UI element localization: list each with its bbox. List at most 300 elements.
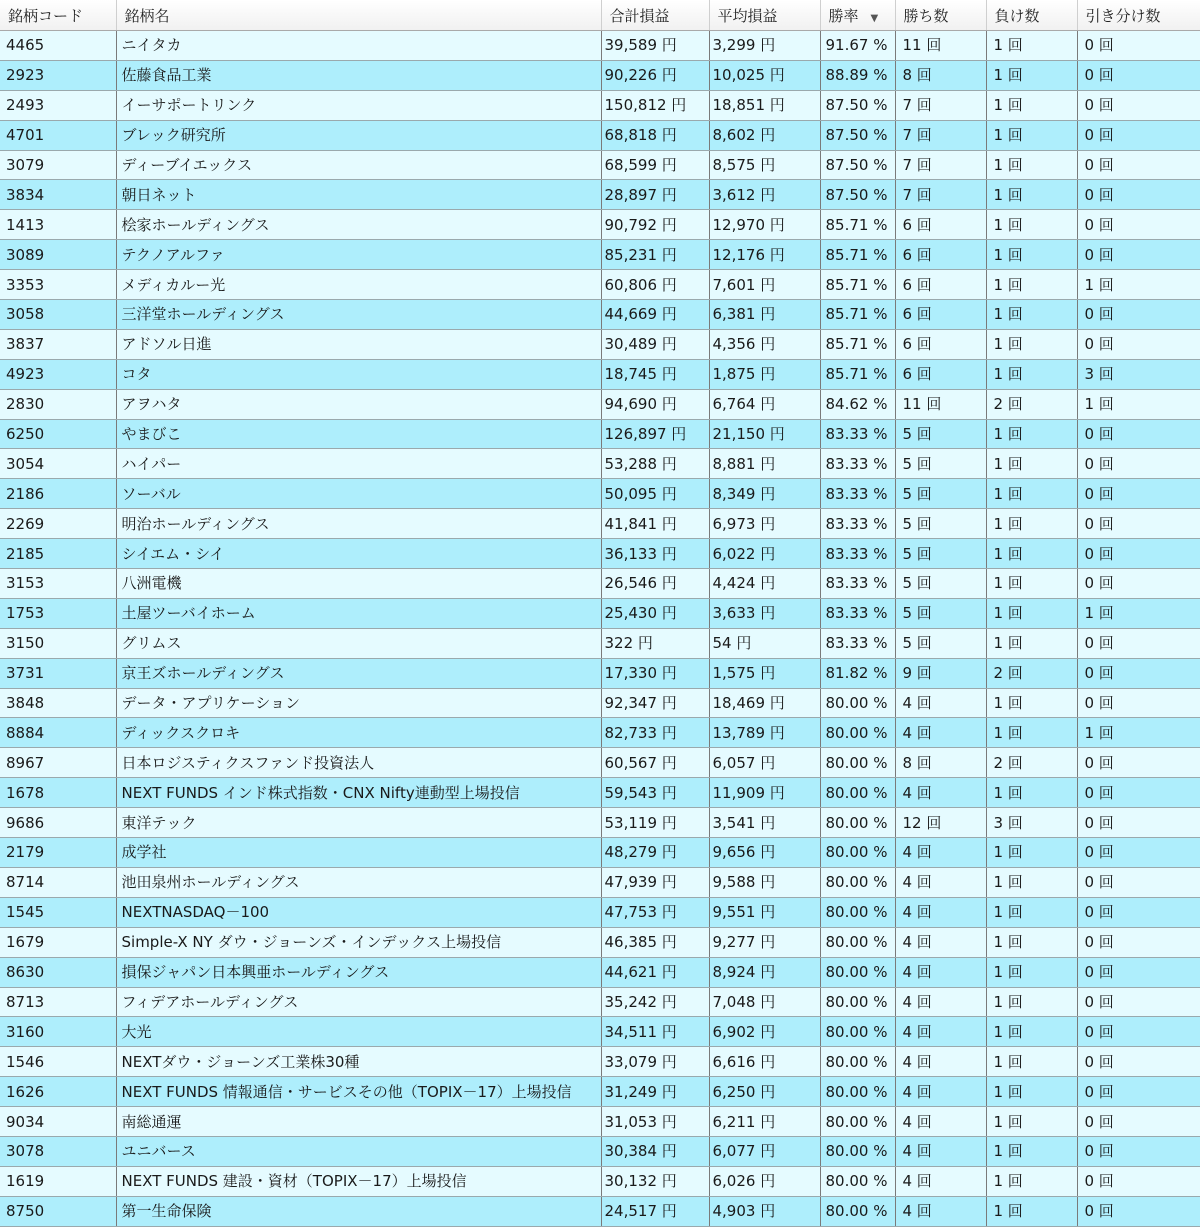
cell-win-rate: 80.00 % (820, 867, 895, 897)
cell-losses: 1 回 (986, 240, 1077, 270)
cell-name: 朝日ネット (116, 180, 601, 210)
table-row[interactable] (0, 150, 1200, 180)
cell-wins: 4 回 (895, 778, 986, 808)
table-row[interactable] (0, 389, 1200, 419)
cell-win-rate: 88.89 % (820, 60, 895, 90)
cell-losses: 1 回 (986, 718, 1077, 748)
cell-draws: 0 回 (1077, 1166, 1200, 1196)
cell-losses: 1 回 (986, 569, 1077, 599)
cell-wins: 4 回 (895, 867, 986, 897)
cell-avg-pl: 6,077 円 (709, 1136, 820, 1166)
cell-total-pl: 31,053 円 (601, 1107, 709, 1137)
cell-avg-pl: 9,656 円 (709, 838, 820, 868)
cell-name: 三洋堂ホールディングス (116, 300, 601, 330)
cell-draws: 0 回 (1077, 808, 1200, 838)
cell-avg-pl: 3,299 円 (709, 31, 820, 61)
cell-win-rate: 80.00 % (820, 1166, 895, 1196)
cell-avg-pl: 9,551 円 (709, 897, 820, 927)
cell-draws: 0 回 (1077, 539, 1200, 569)
cell-code: 3837 (0, 329, 116, 359)
cell-name: アヲハタ (116, 389, 601, 419)
cell-total-pl: 48,279 円 (601, 838, 709, 868)
cell-code: 8884 (0, 718, 116, 748)
cell-win-rate: 80.00 % (820, 1047, 895, 1077)
cell-total-pl: 50,095 円 (601, 479, 709, 509)
cell-draws: 1 回 (1077, 389, 1200, 419)
cell-total-pl: 41,841 円 (601, 509, 709, 539)
cell-name: 土屋ツーバイホーム (116, 598, 601, 628)
cell-code: 3054 (0, 449, 116, 479)
cell-win-rate: 85.71 % (820, 270, 895, 300)
table-row[interactable] (0, 927, 1200, 957)
cell-wins: 4 回 (895, 1047, 986, 1077)
cell-code: 3150 (0, 628, 116, 658)
column-header-win-rate[interactable] (820, 0, 895, 31)
cell-wins: 7 回 (895, 90, 986, 120)
cell-losses: 1 回 (986, 628, 1077, 658)
cell-name: NEXT FUNDS インド株式指数・CNX Nifty連動型上場投信 (116, 778, 601, 808)
table-row[interactable] (0, 479, 1200, 509)
cell-avg-pl: 3,612 円 (709, 180, 820, 210)
cell-win-rate: 83.33 % (820, 479, 895, 509)
column-header-label: 平均損益 (717, 6, 778, 25)
cell-avg-pl: 8,602 円 (709, 120, 820, 150)
cell-code: 1545 (0, 897, 116, 927)
column-header-label: 勝ち数 (903, 6, 949, 25)
cell-code: 3731 (0, 658, 116, 688)
cell-draws: 0 回 (1077, 60, 1200, 90)
cell-losses: 1 回 (986, 90, 1077, 120)
cell-code: 3089 (0, 240, 116, 270)
cell-total-pl: 85,231 円 (601, 240, 709, 270)
cell-total-pl: 18,745 円 (601, 359, 709, 389)
cell-draws: 0 回 (1077, 688, 1200, 718)
cell-avg-pl: 18,469 円 (709, 688, 820, 718)
cell-win-rate: 80.00 % (820, 1107, 895, 1137)
cell-losses: 1 回 (986, 1047, 1077, 1077)
cell-losses: 1 回 (986, 270, 1077, 300)
cell-draws: 0 回 (1077, 210, 1200, 240)
cell-losses: 1 回 (986, 60, 1077, 90)
cell-total-pl: 53,119 円 (601, 808, 709, 838)
cell-code: 2923 (0, 60, 116, 90)
cell-code: 2179 (0, 838, 116, 868)
cell-avg-pl: 6,764 円 (709, 389, 820, 419)
cell-wins: 4 回 (895, 838, 986, 868)
cell-wins: 6 回 (895, 329, 986, 359)
cell-win-rate: 80.00 % (820, 778, 895, 808)
cell-losses: 1 回 (986, 688, 1077, 718)
cell-wins: 4 回 (895, 927, 986, 957)
cell-name: NEXTNASDAQ－100 (116, 897, 601, 927)
cell-wins: 6 回 (895, 210, 986, 240)
cell-draws: 0 回 (1077, 867, 1200, 897)
cell-draws: 0 回 (1077, 90, 1200, 120)
cell-code: 8750 (0, 1196, 116, 1226)
cell-code: 1546 (0, 1047, 116, 1077)
column-header-name[interactable] (116, 0, 601, 31)
cell-win-rate: 80.00 % (820, 838, 895, 868)
cell-total-pl: 24,517 円 (601, 1196, 709, 1226)
table-row[interactable] (0, 897, 1200, 927)
cell-win-rate: 83.33 % (820, 419, 895, 449)
table-row[interactable] (0, 359, 1200, 389)
table-row[interactable] (0, 120, 1200, 150)
cell-win-rate: 80.00 % (820, 1136, 895, 1166)
cell-wins: 5 回 (895, 628, 986, 658)
table-row[interactable] (0, 1107, 1200, 1137)
cell-avg-pl: 13,789 円 (709, 718, 820, 748)
cell-name: コタ (116, 359, 601, 389)
cell-wins: 5 回 (895, 449, 986, 479)
table-row[interactable] (0, 329, 1200, 359)
table-row[interactable] (0, 1166, 1200, 1196)
column-header-label: 銘柄名 (124, 6, 170, 25)
table-row[interactable] (0, 569, 1200, 599)
cell-total-pl: 17,330 円 (601, 658, 709, 688)
cell-name: 日本ロジスティクスファンド投資法人 (116, 748, 601, 778)
table-row[interactable] (0, 90, 1200, 120)
column-header-label: 勝率 (828, 6, 859, 25)
cell-losses: 2 回 (986, 658, 1077, 688)
cell-code: 3078 (0, 1136, 116, 1166)
cell-name: NEXT FUNDS 建設・資材（TOPIX－17）上場投信 (116, 1166, 601, 1196)
cell-total-pl: 30,384 円 (601, 1136, 709, 1166)
cell-code: 1753 (0, 598, 116, 628)
table-row[interactable] (0, 808, 1200, 838)
cell-wins: 11 回 (895, 31, 986, 61)
cell-avg-pl: 12,970 円 (709, 210, 820, 240)
cell-code: 9686 (0, 808, 116, 838)
cell-total-pl: 25,430 円 (601, 598, 709, 628)
table-row[interactable] (0, 748, 1200, 778)
column-header-avg-pl[interactable] (709, 0, 820, 31)
table-row[interactable] (0, 509, 1200, 539)
cell-avg-pl: 6,250 円 (709, 1077, 820, 1107)
cell-losses: 1 回 (986, 210, 1077, 240)
cell-losses: 2 回 (986, 748, 1077, 778)
cell-losses: 1 回 (986, 539, 1077, 569)
cell-win-rate: 80.00 % (820, 1077, 895, 1107)
cell-wins: 6 回 (895, 270, 986, 300)
table-row[interactable] (0, 60, 1200, 90)
cell-wins: 5 回 (895, 479, 986, 509)
cell-draws: 0 回 (1077, 479, 1200, 509)
cell-wins: 5 回 (895, 509, 986, 539)
cell-avg-pl: 8,575 円 (709, 150, 820, 180)
column-header-losses[interactable] (986, 0, 1077, 31)
table-row[interactable] (0, 1196, 1200, 1226)
cell-avg-pl: 10,025 円 (709, 60, 820, 90)
cell-win-rate: 80.00 % (820, 808, 895, 838)
cell-name: 明治ホールディングス (116, 509, 601, 539)
cell-total-pl: 150,812 円 (601, 90, 709, 120)
table-row[interactable] (0, 240, 1200, 270)
cell-wins: 6 回 (895, 240, 986, 270)
cell-avg-pl: 3,633 円 (709, 598, 820, 628)
cell-losses: 1 回 (986, 957, 1077, 987)
cell-avg-pl: 9,588 円 (709, 867, 820, 897)
column-header-label: 引き分け数 (1085, 6, 1161, 25)
table-row[interactable] (0, 1047, 1200, 1077)
cell-name: テクノアルファ (116, 240, 601, 270)
cell-avg-pl: 8,881 円 (709, 449, 820, 479)
cell-wins: 4 回 (895, 688, 986, 718)
cell-total-pl: 35,242 円 (601, 987, 709, 1017)
cell-wins: 9 回 (895, 658, 986, 688)
cell-code: 4701 (0, 120, 116, 150)
cell-wins: 12 回 (895, 808, 986, 838)
cell-total-pl: 34,511 円 (601, 1017, 709, 1047)
table-row[interactable] (0, 778, 1200, 808)
cell-name: グリムス (116, 628, 601, 658)
table-row[interactable] (0, 31, 1200, 61)
cell-name: 桧家ホールディングス (116, 210, 601, 240)
cell-code: 4923 (0, 359, 116, 389)
cell-draws: 0 回 (1077, 748, 1200, 778)
cell-win-rate: 83.33 % (820, 628, 895, 658)
table-row[interactable] (0, 598, 1200, 628)
cell-name: やまびこ (116, 419, 601, 449)
cell-avg-pl: 6,616 円 (709, 1047, 820, 1077)
cell-losses: 1 回 (986, 509, 1077, 539)
cell-win-rate: 85.71 % (820, 300, 895, 330)
table-row[interactable] (0, 867, 1200, 897)
cell-draws: 0 回 (1077, 957, 1200, 987)
cell-code: 1678 (0, 778, 116, 808)
column-header-label: 負け数 (994, 6, 1040, 25)
cell-name: 池田泉州ホールディングス (116, 867, 601, 897)
table-row[interactable] (0, 1136, 1200, 1166)
cell-total-pl: 90,792 円 (601, 210, 709, 240)
cell-avg-pl: 11,909 円 (709, 778, 820, 808)
column-header-wins[interactable] (895, 0, 986, 31)
cell-wins: 4 回 (895, 1077, 986, 1107)
cell-draws: 0 回 (1077, 927, 1200, 957)
cell-name: ニイタカ (116, 31, 601, 61)
cell-name: NEXT FUNDS 情報通信・サービスその他（TOPIX－17）上場投信 (116, 1077, 601, 1107)
cell-wins: 11 回 (895, 389, 986, 419)
cell-code: 3058 (0, 300, 116, 330)
cell-avg-pl: 7,601 円 (709, 270, 820, 300)
cell-avg-pl: 6,973 円 (709, 509, 820, 539)
cell-draws: 1 回 (1077, 718, 1200, 748)
cell-code: 1626 (0, 1077, 116, 1107)
cell-losses: 1 回 (986, 449, 1077, 479)
cell-losses: 1 回 (986, 1107, 1077, 1137)
table-row[interactable] (0, 1017, 1200, 1047)
cell-avg-pl: 12,176 円 (709, 240, 820, 270)
cell-avg-pl: 6,026 円 (709, 1166, 820, 1196)
cell-wins: 4 回 (895, 897, 986, 927)
table-row[interactable] (0, 449, 1200, 479)
cell-draws: 0 回 (1077, 628, 1200, 658)
cell-name: 大光 (116, 1017, 601, 1047)
cell-code: 3848 (0, 688, 116, 718)
cell-total-pl: 44,621 円 (601, 957, 709, 987)
grid-body (0, 31, 1200, 1227)
table-row[interactable] (0, 270, 1200, 300)
cell-wins: 4 回 (895, 1107, 986, 1137)
cell-draws: 0 回 (1077, 449, 1200, 479)
cell-wins: 4 回 (895, 987, 986, 1017)
table-row[interactable] (0, 539, 1200, 569)
cell-avg-pl: 4,424 円 (709, 569, 820, 599)
table-row[interactable] (0, 300, 1200, 330)
cell-avg-pl: 9,277 円 (709, 927, 820, 957)
column-header-label: 銘柄コード (8, 6, 84, 25)
cell-code: 2830 (0, 389, 116, 419)
cell-win-rate: 80.00 % (820, 987, 895, 1017)
cell-total-pl: 47,939 円 (601, 867, 709, 897)
cell-draws: 0 回 (1077, 778, 1200, 808)
cell-code: 2493 (0, 90, 116, 120)
cell-code: 3834 (0, 180, 116, 210)
table-row[interactable] (0, 180, 1200, 210)
cell-avg-pl: 8,924 円 (709, 957, 820, 987)
cell-total-pl: 68,818 円 (601, 120, 709, 150)
column-header-code[interactable] (0, 0, 116, 31)
table-row[interactable] (0, 1077, 1200, 1107)
cell-total-pl: 68,599 円 (601, 150, 709, 180)
cell-draws: 0 回 (1077, 1047, 1200, 1077)
cell-avg-pl: 7,048 円 (709, 987, 820, 1017)
cell-wins: 7 回 (895, 180, 986, 210)
cell-draws: 0 回 (1077, 150, 1200, 180)
cell-avg-pl: 3,541 円 (709, 808, 820, 838)
cell-total-pl: 60,806 円 (601, 270, 709, 300)
cell-code: 8967 (0, 748, 116, 778)
table-row[interactable] (0, 718, 1200, 748)
cell-draws: 0 回 (1077, 1077, 1200, 1107)
cell-name: Simple-X NY ダウ・ジョーンズ・インデックス上場投信 (116, 927, 601, 957)
cell-losses: 1 回 (986, 927, 1077, 957)
cell-code: 3353 (0, 270, 116, 300)
cell-code: 2186 (0, 479, 116, 509)
cell-total-pl: 90,226 円 (601, 60, 709, 90)
cell-name: ディックスクロキ (116, 718, 601, 748)
cell-code: 4465 (0, 31, 116, 61)
cell-total-pl: 322 円 (601, 628, 709, 658)
cell-draws: 0 回 (1077, 120, 1200, 150)
cell-wins: 5 回 (895, 598, 986, 628)
column-header-draws[interactable] (1077, 0, 1200, 31)
cell-losses: 1 回 (986, 838, 1077, 868)
cell-win-rate: 83.33 % (820, 539, 895, 569)
table-row[interactable] (0, 957, 1200, 987)
table-row[interactable] (0, 987, 1200, 1017)
cell-avg-pl: 21,150 円 (709, 419, 820, 449)
cell-name: NEXTダウ・ジョーンズ工業株30種 (116, 1047, 601, 1077)
cell-name: 第一生命保険 (116, 1196, 601, 1226)
cell-win-rate: 91.67 % (820, 31, 895, 61)
cell-win-rate: 85.71 % (820, 210, 895, 240)
cell-name: 損保ジャパン日本興亜ホールディングス (116, 957, 601, 987)
column-header-total-pl[interactable] (601, 0, 709, 31)
cell-wins: 7 回 (895, 150, 986, 180)
table-row[interactable] (0, 628, 1200, 658)
cell-wins: 4 回 (895, 1017, 986, 1047)
table-row[interactable] (0, 688, 1200, 718)
cell-win-rate: 80.00 % (820, 927, 895, 957)
cell-total-pl: 30,489 円 (601, 329, 709, 359)
cell-wins: 4 回 (895, 1196, 986, 1226)
cell-code: 9034 (0, 1107, 116, 1137)
table-row[interactable] (0, 419, 1200, 449)
cell-wins: 4 回 (895, 1136, 986, 1166)
cell-losses: 2 回 (986, 389, 1077, 419)
cell-draws: 0 回 (1077, 180, 1200, 210)
cell-avg-pl: 6,381 円 (709, 300, 820, 330)
cell-losses: 3 回 (986, 808, 1077, 838)
cell-win-rate: 87.50 % (820, 150, 895, 180)
cell-wins: 4 回 (895, 718, 986, 748)
cell-win-rate: 83.33 % (820, 509, 895, 539)
cell-avg-pl: 6,211 円 (709, 1107, 820, 1137)
cell-total-pl: 39,589 円 (601, 31, 709, 61)
cell-losses: 1 回 (986, 1077, 1077, 1107)
column-header-label: 合計損益 (609, 6, 670, 25)
cell-draws: 0 回 (1077, 1196, 1200, 1226)
cell-win-rate: 80.00 % (820, 957, 895, 987)
cell-draws: 1 回 (1077, 598, 1200, 628)
cell-draws: 0 回 (1077, 838, 1200, 868)
cell-losses: 1 回 (986, 598, 1077, 628)
table-row[interactable] (0, 210, 1200, 240)
cell-total-pl: 30,132 円 (601, 1166, 709, 1196)
cell-wins: 6 回 (895, 300, 986, 330)
cell-total-pl: 82,733 円 (601, 718, 709, 748)
cell-wins: 5 回 (895, 569, 986, 599)
cell-draws: 0 回 (1077, 569, 1200, 599)
cell-name: ソーバル (116, 479, 601, 509)
cell-name: 南総通運 (116, 1107, 601, 1137)
cell-avg-pl: 6,022 円 (709, 539, 820, 569)
cell-name: 八洲電機 (116, 569, 601, 599)
cell-total-pl: 31,249 円 (601, 1077, 709, 1107)
cell-code: 3079 (0, 150, 116, 180)
cell-losses: 1 回 (986, 180, 1077, 210)
cell-win-rate: 83.33 % (820, 449, 895, 479)
cell-code: 8714 (0, 867, 116, 897)
cell-losses: 1 回 (986, 1136, 1077, 1166)
cell-losses: 1 回 (986, 778, 1077, 808)
table-row[interactable] (0, 658, 1200, 688)
cell-draws: 0 回 (1077, 897, 1200, 927)
table-row[interactable] (0, 838, 1200, 868)
cell-win-rate: 80.00 % (820, 718, 895, 748)
cell-win-rate: 80.00 % (820, 897, 895, 927)
cell-draws: 0 回 (1077, 658, 1200, 688)
cell-losses: 1 回 (986, 31, 1077, 61)
cell-name: ユニバース (116, 1136, 601, 1166)
cell-wins: 4 回 (895, 1166, 986, 1196)
cell-win-rate: 81.82 % (820, 658, 895, 688)
cell-avg-pl: 4,356 円 (709, 329, 820, 359)
cell-name: 京王ズホールディングス (116, 658, 601, 688)
cell-losses: 1 回 (986, 150, 1077, 180)
cell-win-rate: 80.00 % (820, 1196, 895, 1226)
cell-draws: 0 回 (1077, 987, 1200, 1017)
cell-losses: 1 回 (986, 987, 1077, 1017)
cell-losses: 1 回 (986, 419, 1077, 449)
cell-draws: 0 回 (1077, 300, 1200, 330)
cell-name: 東洋テック (116, 808, 601, 838)
cell-losses: 1 回 (986, 329, 1077, 359)
cell-avg-pl: 18,851 円 (709, 90, 820, 120)
cell-name: ディーブイエックス (116, 150, 601, 180)
cell-avg-pl: 4,903 円 (709, 1196, 820, 1226)
